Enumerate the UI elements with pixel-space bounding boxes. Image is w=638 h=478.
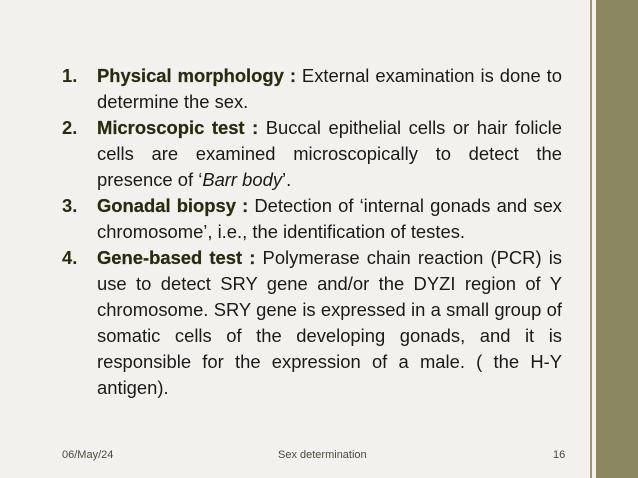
item-italic-term: Barr body	[202, 169, 283, 190]
list-item-2	[62, 115, 562, 193]
side-divider-line	[590, 0, 592, 478]
footer-page-number: 16	[553, 449, 566, 461]
item-term: Gene-based test :	[97, 247, 256, 268]
side-accent-bar	[596, 0, 638, 478]
item-term: Physical morphology :	[97, 65, 296, 86]
list-item-1	[62, 63, 562, 115]
item-term: Gonadal biopsy :	[97, 195, 249, 216]
item-text: Detection of ‘internal gonads and sex chromosome’, i.e., the identification of testes.	[97, 195, 562, 242]
item-text-end: ’.	[282, 169, 292, 190]
list-item-3	[62, 193, 562, 245]
item-body	[97, 245, 562, 401]
footer-title: Sex determination	[278, 449, 367, 461]
item-text: Buccal epithelial cells or hair folicle cells are examined microscopically to detect the presence of ‘	[97, 117, 562, 190]
item-body	[97, 193, 562, 245]
list-item-4	[62, 245, 562, 401]
item-text: Polymerase chain reaction (PCR) is use to detect SRY gene and/or the DYZI region of Y chromosome. SRY gene is expressed in a small group of somatic cells of the developing gonads, and it is responsible for the expression of a male. ( the H-Y antigen).	[97, 247, 562, 398]
item-text: External examination is done to determine the sex.	[97, 65, 562, 112]
item-body	[97, 115, 562, 193]
item-body	[97, 63, 562, 115]
slide-content	[62, 63, 562, 401]
item-term: Microscopic test :	[97, 117, 259, 138]
footer-date: 06/May/24	[62, 449, 114, 461]
item-number: 2.	[62, 117, 78, 138]
item-number: 1.	[62, 65, 78, 86]
item-number: 3.	[62, 195, 78, 216]
item-number: 4.	[62, 247, 78, 268]
